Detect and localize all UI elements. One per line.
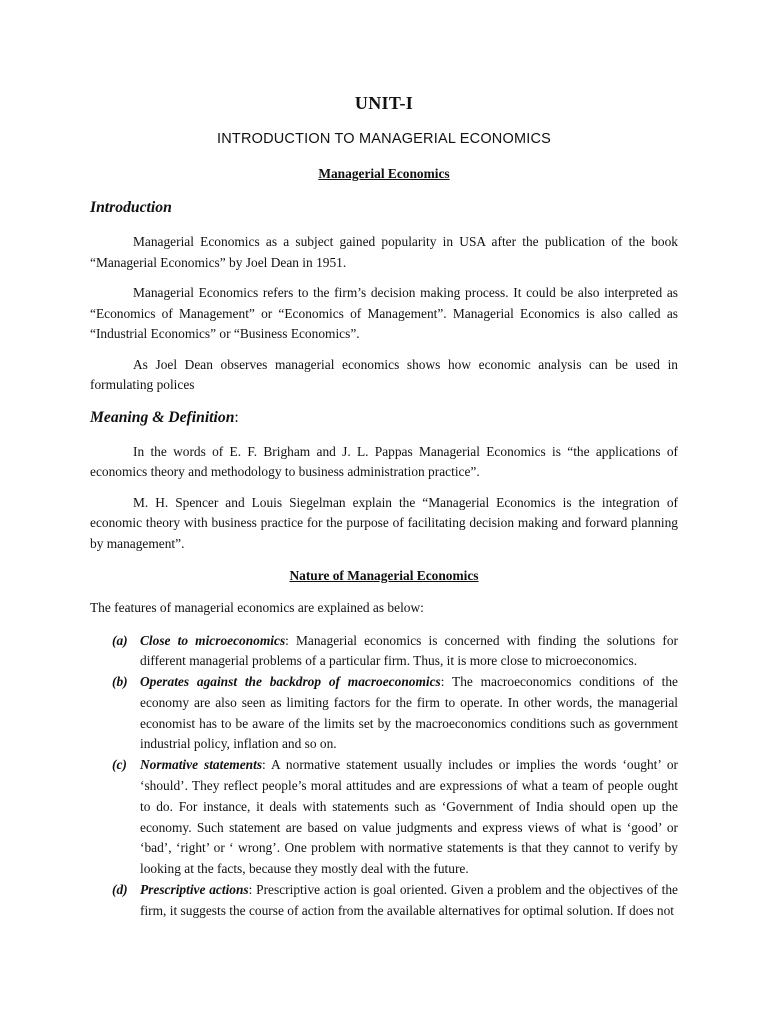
features-list [90, 631, 678, 922]
feature-item [90, 755, 678, 880]
chapter-title: INTRODUCTION TO MANAGERIAL ECONOMICS [216, 131, 552, 147]
feature-term: Prescriptive actions [140, 882, 249, 898]
feature-text: : The macroeconomics conditions of the economy are also seen as limiting factors for the firm to operate. In other words, the managerial economist has to be aware of the limits set by the macroeconomics conditions such as government industrial policy, inflation and so on. [140, 674, 678, 752]
feature-marker: (c) [112, 757, 127, 773]
nature-heading: Nature of Managerial Economics [289, 568, 479, 583]
feature-text: : Managerial economics is concerned with finding the solutions for different managerial problems of a particular firm. Thus, it is more close to microeconomics. [140, 632, 678, 669]
feature-text: : A normative statement usually includes or implies the words ‘ought’ or ‘should’. They reflect people’s moral attitudes and are expressions of what a team of people ought to do. For instance, it deals with statements such as ‘Government of India should open up the economy. Such statement are based on value judgments and express views of what is ‘good’ or ‘bad’, ‘right’ or ‘ wrong’. One problem with normative statements is that they cannot to verify by looking at the facts, because they mostly deal with the future. [140, 757, 678, 877]
meaning-heading-colon: : [234, 408, 239, 426]
intro-paragraph: Managerial Economics as a subject gained popularity in USA after the publication of the book “Managerial Economics” by Joel Dean in 1951. [90, 234, 678, 270]
feature-term: Normative statements [140, 757, 263, 773]
feature-marker: (a) [112, 632, 128, 648]
introduction-heading: Introduction [90, 199, 172, 216]
definition-paragraph: In the words of E. F. Brigham and J. L. Pappas Managerial Economics is “the applications of economics theory and methodology to business administration practice”. [90, 443, 678, 479]
feature-marker: (d) [112, 882, 128, 898]
meaning-heading [90, 408, 678, 428]
feature-item [90, 672, 678, 755]
meaning-heading-text: Meaning & Definition [90, 408, 235, 426]
feature-term: Operates against the backdrop of macroeconomics [140, 674, 441, 690]
intro-paragraph: Managerial Economics refers to the firm’s decision making process. It could be also interpreted as “Economics of Management” or “Economics of Management”. Managerial Economics is also called as “Industrial Economics” or “Business Economics”. [90, 285, 678, 341]
feature-item [90, 880, 678, 922]
nature-intro: The features of managerial economics are explained as below: [90, 600, 424, 615]
feature-item [90, 631, 678, 673]
feature-marker: (b) [112, 674, 128, 690]
feature-text: : Prescriptive action is goal oriented. Given a problem and the objectives of the firm, it suggests the course of action from the available alternatives for optimal solution. If does not [140, 882, 678, 918]
intro-paragraph: As Joel Dean observes managerial economics shows how economic analysis can be used in formulating polices [90, 356, 678, 392]
definition-paragraph: M. H. Spencer and Louis Siegelman explain the “Managerial Economics is the integration of economic theory with business practice for the purpose of facilitating decision making and forward planning by management”. [90, 494, 678, 551]
feature-term: Close to microeconomics [140, 632, 286, 648]
unit-title: UNIT-I [354, 93, 414, 113]
section-heading: Managerial Economics [318, 166, 450, 181]
document-body [90, 164, 678, 922]
